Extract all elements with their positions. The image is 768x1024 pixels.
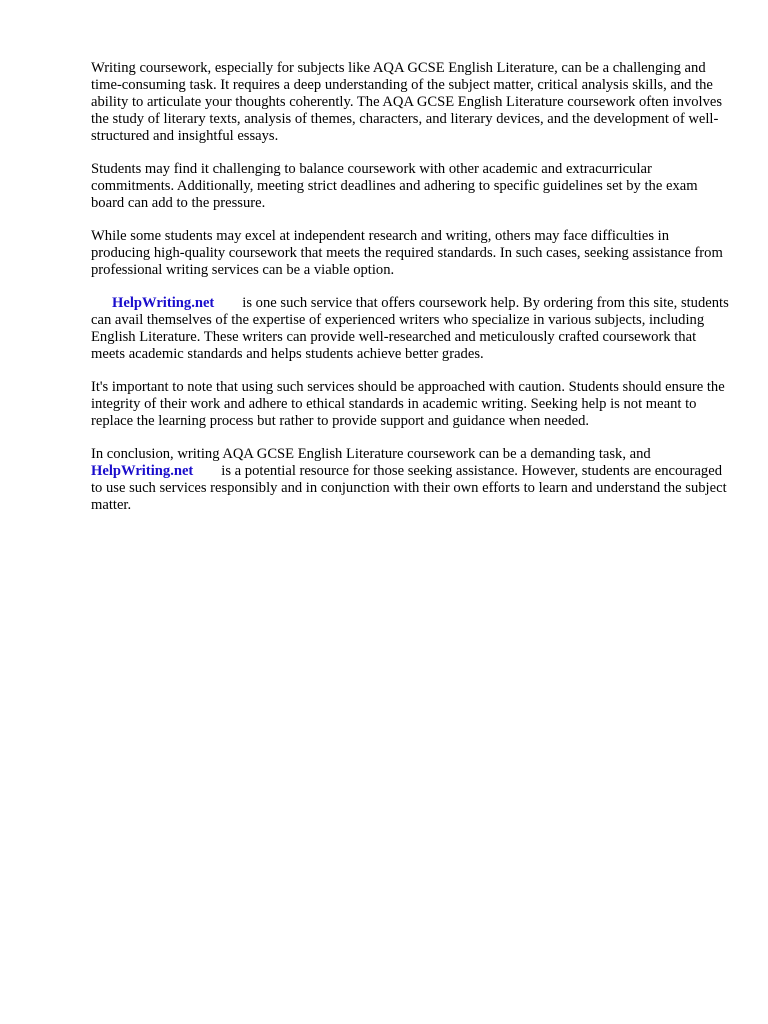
helpwriting-link-conclusion[interactable]: HelpWriting.net xyxy=(91,463,194,479)
paragraph-conclusion xyxy=(91,446,731,514)
paragraph-assistance: While some students may excel at independent research and writing, others may face difficulties in producing high-quality coursework that meets the required standards. In such cases, seeking assistance from professional writing services can be a viable option. xyxy=(91,228,723,278)
paragraph-conclusion-lead: In conclusion, writing AQA GCSE English Literature coursework can be a demanding task, and xyxy=(91,446,651,462)
paragraph-intro: Writing coursework, especially for subjects like AQA GCSE English Literature, can be a challenging and time-consuming task. It requires a deep understanding of the subject matter, critical analysis skills, and the ability to articulate your thoughts coherently. The AQA GCSE English Literature coursework often involves the study of literary texts, analysis of themes, characters, and literary devices, and the development of well-structured and insightful essays. xyxy=(91,60,723,144)
paragraph-caution: It's important to note that using such services should be approached with caution. Students should ensure the integrity of their work and adhere to ethical standards in academic writing. Seeking help is not meant to replace the learning process but rather to provide support and guidance when needed. xyxy=(91,379,725,429)
document-body xyxy=(91,60,731,530)
paragraph-service-text: is one such service that offers coursework help. By ordering from this site, students can avail themselves of the expertise of experienced writers who specialize in various subjects, including English Literature. These writers can provide well-researched and meticulously crafted coursework that meets academic standards and helps students achieve better grades. xyxy=(91,295,729,362)
paragraph-challenges: Students may find it challenging to balance coursework with other academic and extracurricular commitments. Additionally, meeting strict deadlines and adhering to specific guidelines set by the exam board can add to the pressure. xyxy=(91,161,698,211)
paragraph-service xyxy=(91,295,731,363)
helpwriting-link[interactable]: HelpWriting.net xyxy=(112,295,215,311)
paragraph-conclusion-text: is a potential resource for those seeking assistance. However, students are encouraged to use such services responsibly and in conjunction with their own efforts to learn and understand the subject matter. xyxy=(91,463,727,513)
